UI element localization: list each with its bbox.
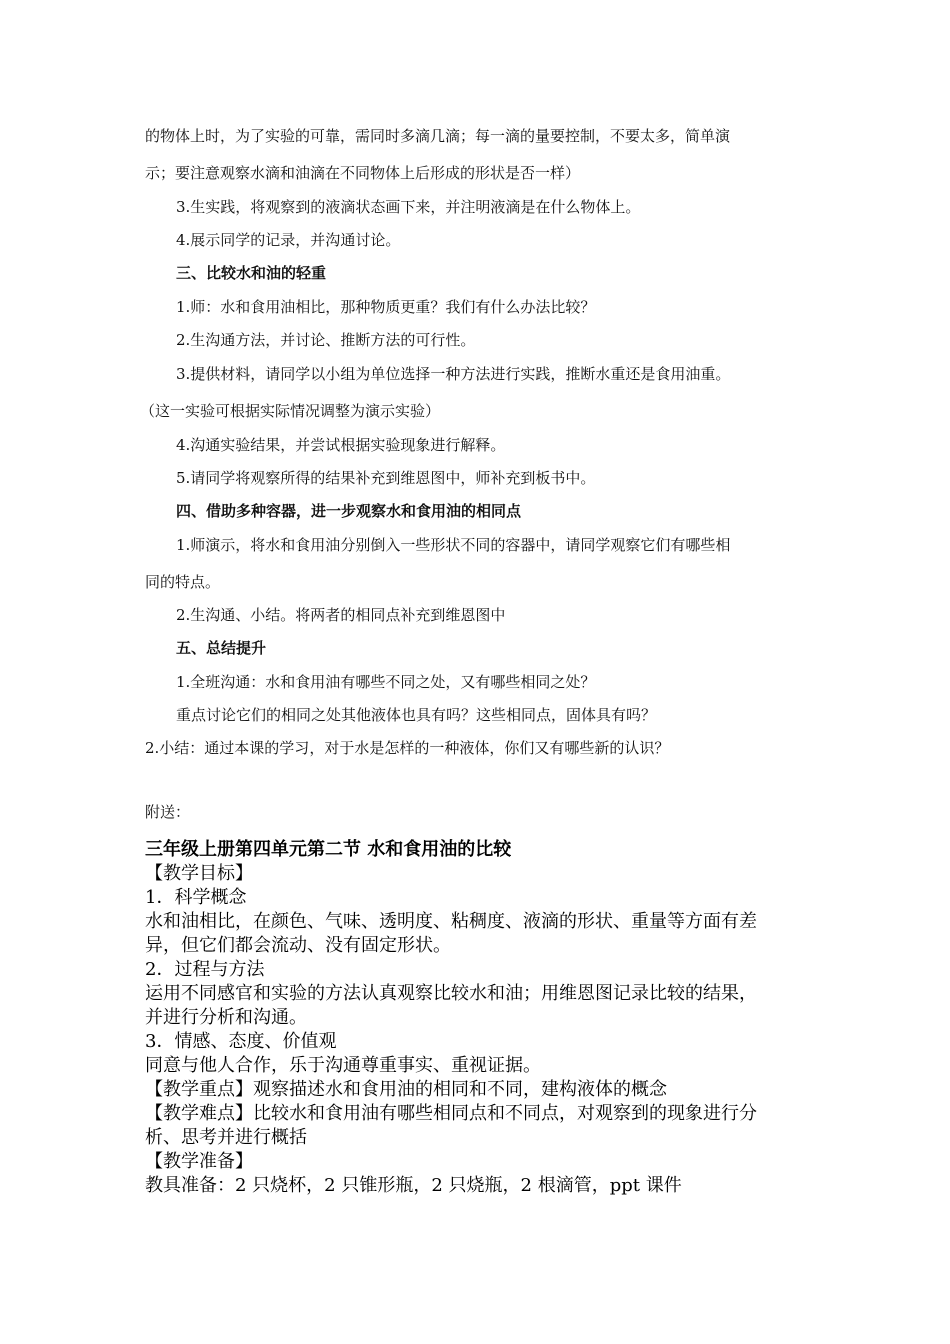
appendix-label: 附送： [145, 803, 191, 821]
section-heading: 三、比较水和油的轻重 [176, 264, 327, 282]
step-item: 重点讨论它们的相同之处其他液体也具有吗？这些相同点，固体具有吗？ [176, 706, 657, 724]
section-heading: 五、总结提升 [176, 639, 267, 657]
step-item: 2.小结：通过本课的学习，对于水是怎样的一种液体，你们又有哪些新的认识？ [145, 739, 670, 757]
subheading: 1．科学概念 [145, 887, 247, 908]
subheading: 3．情感、态度、价值观 [145, 1031, 337, 1052]
body-text: 水和油相比，在颜色、气味、透明度、粘稠度、液滴的形状、重量等方面有差 [145, 911, 757, 932]
step-item: 4.沟通实验结果，并尝试根据实验现象进行解释。 [176, 436, 506, 454]
step-item: 1.全班沟通：水和食用油有哪些不同之处，又有哪些相同之处？ [176, 673, 596, 691]
step-item: 1.师演示，将水和食用油分别倒入一些形状不同的容器中，请同学观察它们有哪些相 [176, 536, 731, 554]
subheading: 2．过程与方法 [145, 959, 265, 980]
difficulty-point: 【教学难点】比较水和食用油有哪些相同点和不同点，对观察到的现象进行分 [145, 1103, 757, 1124]
section-label: 【教学准备】 [145, 1151, 253, 1172]
body-text: 同意与他人合作，乐于沟通尊重事实、重视证据。 [145, 1055, 541, 1076]
section-label: 【教学目标】 [145, 863, 253, 884]
section-heading: 四、借助多种容器，进一步观察水和食用油的相同点 [176, 502, 522, 520]
step-note: （这一实验可根据实际情况调整为演示实验） [140, 402, 441, 420]
step-item: 3.提供材料，请同学以小组为单位选择一种方法进行实践，推断水重还是食用油重。 [176, 365, 731, 383]
step-item: 5.请同学将观察所得的结果补充到维恩图中，师补充到板书中。 [176, 469, 596, 487]
paragraph-continuation: 示；要注意观察水滴和油滴在不同物体上后形成的形状是否一样） [145, 164, 581, 182]
body-text: 运用不同感官和实验的方法认真观察比较水和油；用维恩图记录比较的结果， [145, 983, 757, 1004]
body-text: 并进行分析和沟通。 [145, 1007, 307, 1028]
step-item: 4.展示同学的记录，并沟通讨论。 [176, 231, 401, 249]
paragraph-continuation: 同的特点。 [145, 573, 221, 591]
step-item: 2.生沟通、小结。将两者的相同点补充到维恩图中 [176, 606, 506, 624]
body-text: 教具准备：2 只烧杯，2 只锥形瓶，2 只烧瓶，2 根滴管，ppt 课件 [145, 1175, 682, 1196]
paragraph-continuation: 的物体上时，为了实验的可靠，需同时多滴几滴；每一滴的量要控制，不要太多，简单演 [145, 127, 731, 145]
step-item: 1.师：水和食用油相比，那种物质更重？我们有什么办法比较？ [176, 298, 596, 316]
step-item: 3.生实践，将观察到的液滴状态画下来，并注明液滴是在什么物体上。 [176, 198, 641, 216]
key-point: 【教学重点】观察描述水和食用油的相同和不同，建构液体的概念 [145, 1079, 667, 1100]
difficulty-point: 析、思考并进行概括 [145, 1127, 307, 1148]
step-item: 2.生沟通方法，并讨论、推断方法的可行性。 [176, 331, 476, 349]
body-text: 异，但它们都会流动、没有固定形状。 [145, 935, 451, 956]
document-title: 三年级上册第四单元第二节 水和食用油的比较 [145, 839, 512, 860]
